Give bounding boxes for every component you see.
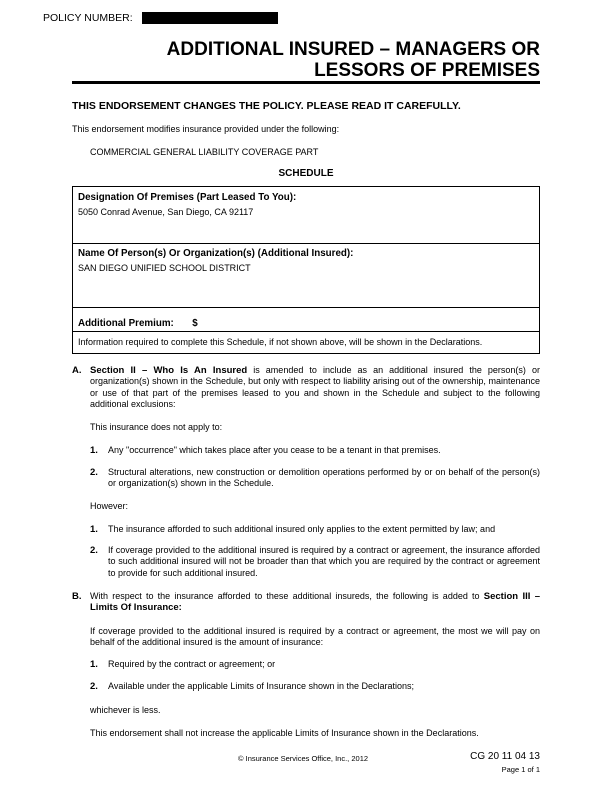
exclusion-text: Structural alterations, new construction or demolition operations performed by or on behalf of the person(s) or organization(s) shown in the Schedule. bbox=[108, 467, 540, 489]
whichever-text: whichever is less. bbox=[90, 705, 161, 715]
insured-value: SAN DIEGO UNIFIED SCHOOL DISTRICT bbox=[78, 263, 251, 273]
however-number: 1. bbox=[90, 524, 98, 535]
policy-number-label: POLICY NUMBER: bbox=[43, 12, 133, 24]
title-divider bbox=[72, 81, 540, 84]
section-b-paragraph: If coverage provided to the additional insured is required by a contract or agreement, the most we will pay on behalf of the additional insured is the amount of insurance: bbox=[90, 626, 540, 648]
however-text-item: If coverage provided to the additional insured is required by a contract or agreement, the insurance afforded to such additional insured will not be broader than that which you are required by the contract or agreement to provide for such additional insured. bbox=[108, 545, 540, 578]
title-line-2: LESSORS OF PREMISES bbox=[314, 60, 540, 81]
limit-text: Required by the contract or agreement; or bbox=[108, 659, 276, 669]
premises-value: 5050 Conrad Avenue, San Diego, CA 92117 bbox=[78, 207, 254, 217]
section-b-text: With respect to the insurance afforded to these additional insureds, the following is added to bbox=[90, 591, 484, 601]
limit-text: Available under the applicable Limits of Insurance shown in the Declarations; bbox=[108, 681, 415, 691]
endorsement-notice: THIS ENDORSEMENT CHANGES THE POLICY. PLEASE READ IT CAREFULLY. bbox=[72, 100, 461, 112]
closing-text: This endorsement shall not increase the applicable Limits of Insurance shown in the Declarations. bbox=[90, 728, 479, 738]
redacted-policy-number bbox=[142, 12, 278, 24]
title-line-1: ADDITIONAL INSURED – MANAGERS OR bbox=[166, 39, 540, 60]
does-not-apply-text: This insurance does not apply to: bbox=[90, 422, 223, 432]
section-a-heading: Section II – Who Is An Insured bbox=[90, 365, 248, 376]
premium-symbol: $ bbox=[192, 318, 198, 329]
however-text-item: The insurance afforded to such additional insured only applies to the extent permitted by law; and bbox=[108, 524, 496, 534]
schedule-note: Information required to complete this Schedule, if not shown above, will be shown in the Declarations. bbox=[78, 337, 483, 347]
exclusion-number: 2. bbox=[90, 467, 98, 478]
schedule-table bbox=[72, 186, 540, 354]
page-number: Page 1 of 1 bbox=[501, 765, 540, 774]
premium-label: Additional Premium: bbox=[78, 318, 174, 329]
premises-label: Designation Of Premises (Part Leased To You): bbox=[78, 192, 297, 203]
schedule-title: SCHEDULE bbox=[278, 168, 334, 179]
however-text: However: bbox=[90, 501, 129, 511]
exclusion-text: Any "occurrence" which takes place after you cease to be a tenant in that premises. bbox=[108, 445, 441, 455]
insured-label: Name Of Person(s) Or Organization(s) (Additional Insured): bbox=[78, 248, 354, 259]
intro-text: This endorsement modifies insurance provided under the following: bbox=[72, 124, 340, 134]
exclusion-number: 1. bbox=[90, 445, 98, 456]
page-title bbox=[100, 39, 540, 81]
copyright: © Insurance Services Office, Inc., 2012 bbox=[238, 754, 369, 763]
coverage-part: COMMERCIAL GENERAL LIABILITY COVERAGE PART bbox=[90, 147, 319, 157]
section-b-marker: B. bbox=[72, 591, 82, 602]
form-number: CG 20 11 04 13 bbox=[470, 751, 540, 762]
however-number: 2. bbox=[90, 545, 98, 556]
limit-number: 1. bbox=[90, 659, 98, 670]
section-a-text: is amended to include as an additional insured the person(s) or organization(s) shown in the Schedule, but only with respect to liability arising out of the ownership, maintenance or use of that part of the premises leased to you and shown in the Schedule and subject to the following additional exclusions: bbox=[90, 365, 540, 409]
section-b-heading: Section III – Limits Of Insurance: bbox=[90, 591, 541, 614]
limit-number: 2. bbox=[90, 681, 98, 692]
section-a-marker: A. bbox=[72, 365, 82, 376]
